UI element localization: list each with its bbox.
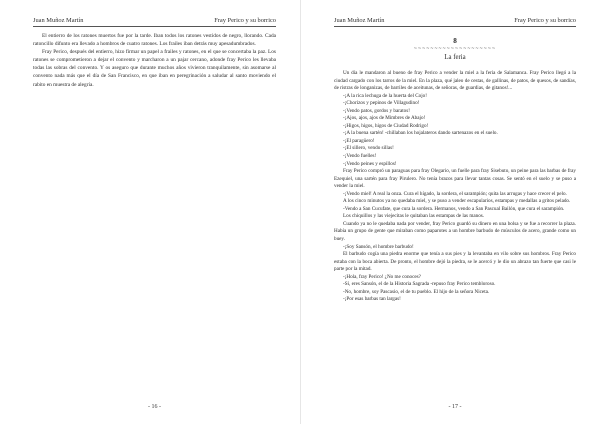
dialogue-line: -¡Vendo peines y espillos! bbox=[343, 160, 397, 167]
dialogue-line: -Vendo a San Cucufate, que cura la sordera. Hermanos, vendo a San Pascual Bailón, que cura el sarampión. bbox=[343, 205, 565, 212]
dialogue-line: -¡Vendo patos, gordos y baratos! bbox=[343, 107, 410, 114]
paragraph: El entierro de los ratones muertos fue por la tarde. Iban todos los ratones vestidos de negro, llorando. Cada ratoncillo difunto era llevado a hombros de cuatro ratones. Los frailes iban detrás muy apesadumbrados. bbox=[33, 33, 276, 48]
chapter-title: La feria bbox=[444, 54, 466, 61]
header-book-title: Fray Perico y su borrico bbox=[514, 17, 576, 24]
dialogue-line: -No, hombre, soy Pascasio, el de tu pueblo. El hijo de la señora Niceta. bbox=[343, 288, 490, 295]
dialogue-line: -¡Hola, fray Perico! ¿No me conoces? bbox=[343, 273, 421, 280]
left-page-body bbox=[33, 32, 276, 89]
dialogue-line: -¡A la rica lechuga de la huerta del Cojo! bbox=[343, 92, 427, 99]
dialogue-line: -¡Vendo fuelles! bbox=[343, 153, 377, 160]
chapter-heading bbox=[334, 36, 576, 63]
chapter-number: 8 bbox=[453, 37, 457, 45]
right-page-body bbox=[334, 70, 576, 304]
header-author: Juan Muñoz Martín bbox=[334, 17, 385, 24]
dialogue-line: -¡El sillero, vendo sillas! bbox=[343, 145, 394, 152]
paragraph: Cuando ya no le quedaba nada por vender, fray Perico guardó su dinero en una bolsa y se fue a recorrer la plaza. Había un grupo de gente que miraban como paparotes a un hombre barbudo de músculos de acero, grande como un buey. bbox=[334, 220, 576, 243]
dialogue-line: -¡Ajos, ajos, ajos de Mimbres de Abajo! bbox=[343, 115, 426, 122]
dialogue-line: -¡Soy Sansón, el hombre barbudo! bbox=[343, 243, 414, 250]
dialogue-line: -¡Chorizos y pepinos de Villagudino! bbox=[343, 100, 420, 107]
dialogue-line: -¡Vendo miel! A real la onza. Cura el hígado, la sordera, el sarampión; quita las arrugas y hace crecer el pelo. bbox=[343, 190, 567, 197]
header-book-title: Fray Perico y su borrico bbox=[214, 17, 276, 24]
paragraph: Fray Perico, después del entierro, hizo firmar un papel a frailes y ratones, en el que se concertaba la paz. Los ratones se comprometieron a dejar el convento y marcharon a un pajar cercano, adonde fray Perico les llevaba todas las sobras del convento. Y os aseguro que durante muchos años vivieron tranquilamente, sin asomarse al convento nada más que el día de San Francisco, en que iban en peregrinación a saludar al santo moviendo el rabito en muestra de alegría. bbox=[33, 49, 276, 88]
dialogue-line: -¡El paragüero! bbox=[343, 137, 375, 144]
paragraph: El barbudo cogía una piedra enorme que tenía a sus pies y la levantaba en vilo sobre sus hombros. Fray Perico estaba con la boca abierta. De pronto, el hombre dejó la piedra, se le acercó y le dio un abrazo tan fuerte que casi le parte por la mitad. bbox=[334, 251, 576, 273]
dialogue-line: -¡Higos, higos, higos de Ciudad Rodrigo! bbox=[343, 122, 429, 129]
right-page-header bbox=[334, 15, 576, 27]
header-author: Juan Muñoz Martín bbox=[33, 17, 84, 24]
right-page bbox=[300, 0, 600, 424]
page-number: - 17 - bbox=[448, 404, 462, 410]
paragraph: Un día le mandaron al bueno de fray Perico a vender la miel a la feria de Salamanca. Fray Perico llegó a la ciudad cargado con los tarros de la miel. En la plaza, qué jaleo de cestas, de gallinas, de patos, de quesos, de sandías, de ristras de longanizas, de barriles de aceitunas, de señoras, de guardias, de gitanos!... bbox=[334, 70, 576, 92]
chapter-ornament-rule: ~~~~~~~~~~~~~~~~~~~~ bbox=[413, 46, 497, 52]
paragraph: Fray Perico compró un paraguas para fray Olegario, un fuelle para fray Sisebuto, un peine para las barbas de fray Ezequiel, una sartén para fray Pirulero. No tenía brazos para llevar tantas cosas. Se sentó en el suelo y se puso a vender la miel. bbox=[334, 168, 576, 190]
dialogue-line: -Sí, eres Sansón, el de la Historia Sagrada -repuso fray Perico tembloroso. bbox=[343, 281, 496, 288]
dialogue-line: -¡A la buena sartén! -chillaban los hojalateros dando sartenazos en el suelo. bbox=[343, 130, 498, 137]
dialogue-line: -¡Por esas barbas tan largas! bbox=[343, 296, 401, 303]
paragraph: A los cinco minutos ya no quedaba miel, y se puso a vender escapularios, estampas y medallas a gritos pelado. bbox=[343, 198, 571, 205]
paragraph: Los chiquillos y las viejecitas le quitaban las estampas de las manos. bbox=[343, 213, 485, 220]
page-number: - 16 - bbox=[148, 404, 161, 410]
left-page-header bbox=[33, 15, 276, 27]
